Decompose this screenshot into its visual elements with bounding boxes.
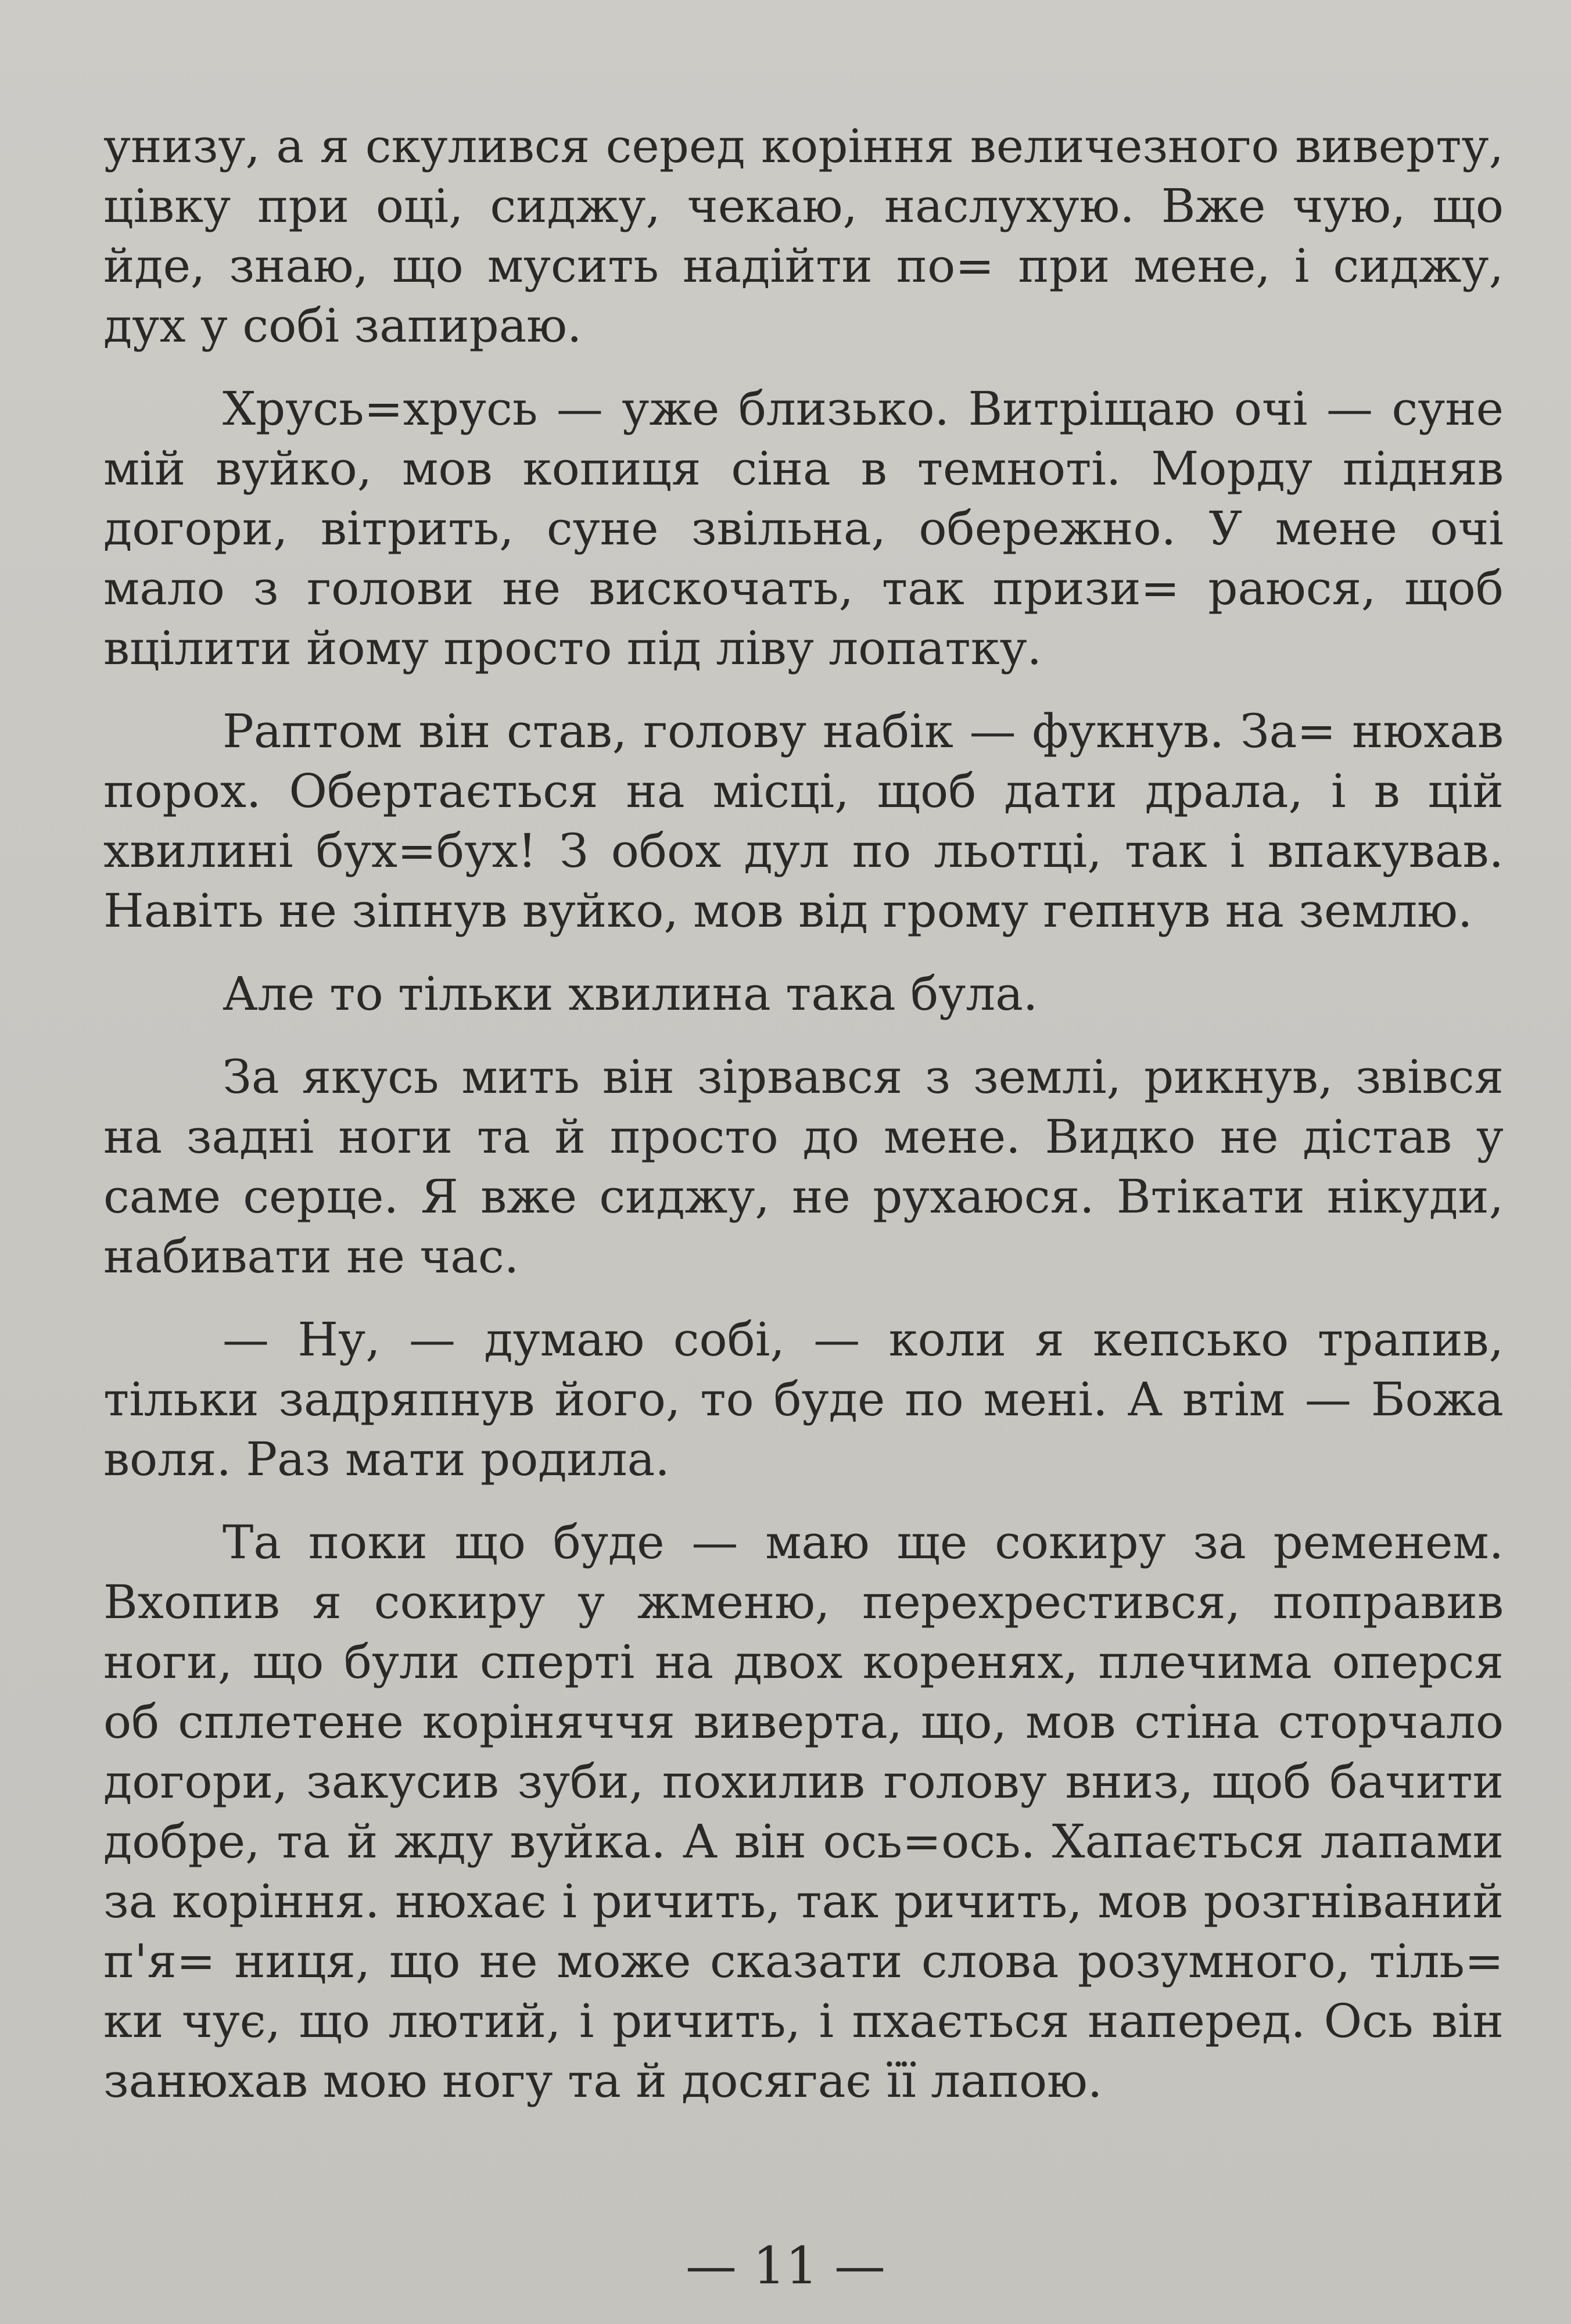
- page-number: — 11 —: [686, 2236, 885, 2296]
- body-text: [103, 116, 1504, 2134]
- paragraph-2: Хрусь=хрусь — уже близько. Витріщаю очі — суне мій вуйко, мов копиця сіна в темноті. Морду підняв догори, вітрить, суне звільна, обережно. У мене очі мало з голови не вискочать, так призи= раюся, щоб вцілити йому просто під ліву лопатку.: [103, 382, 1504, 675]
- paragraph-5: За якусь мить він зірвався з землі, рикнув, звівся на задні ноги та й просто до мене. Видко не дістав у саме серце. Я вже сиджу, не рухаюся. Втікати нікуди, набивати не час.: [103, 1050, 1504, 1283]
- paragraph-1: унизу, а я скулився серед коріння величезного виверту, цівку при оці, сиджу, чекаю, наслухую. Вже чую, що йде, знаю, що мусить надійти по= при мене, і сиджу, дух у собі запираю.: [103, 119, 1504, 353]
- paragraph-6: — Ну, — думаю собі, — коли я кепсько трапив, тільки задряпнув його, то буде по мені. А втім — Божа воля. Раз мати родила.: [103, 1312, 1504, 1486]
- paragraph-4: Але то тільки хвилина така була.: [223, 967, 1038, 1021]
- paragraph-7: Та поки що буде — маю ще сокиру за ременем. Вхопив я сокиру у жменю, перехрестився, поправив ноги, що були сперті на двох коренях, плечима оперся об сплетене коріняччя виверта, що, мов стіна сторчало догори, закусив зуби, похилив голову вниз, щоб бачити добре, та й жду вуйка. А він ось=ось. Хапається лапами за коріння. нюхає і ричить, так ричить, мов розгніваний п'я= ниця, що не може сказати слова розумного, тіль= ки чує, що лютий, і ричить, і пхається наперед. Ось він занюхав мою ногу та й досягає її лапою.: [103, 1515, 1504, 2108]
- paragraph-3: Раптом він став, голову набік — фукнув. За= нюхав порох. Обертається на місці, щоб дати драла, і в цій хвилині бух=бух! З обох дул по льотці, так і впакував. Навіть не зіпнув вуйко, мов від грому гепнув на землю.: [103, 704, 1504, 938]
